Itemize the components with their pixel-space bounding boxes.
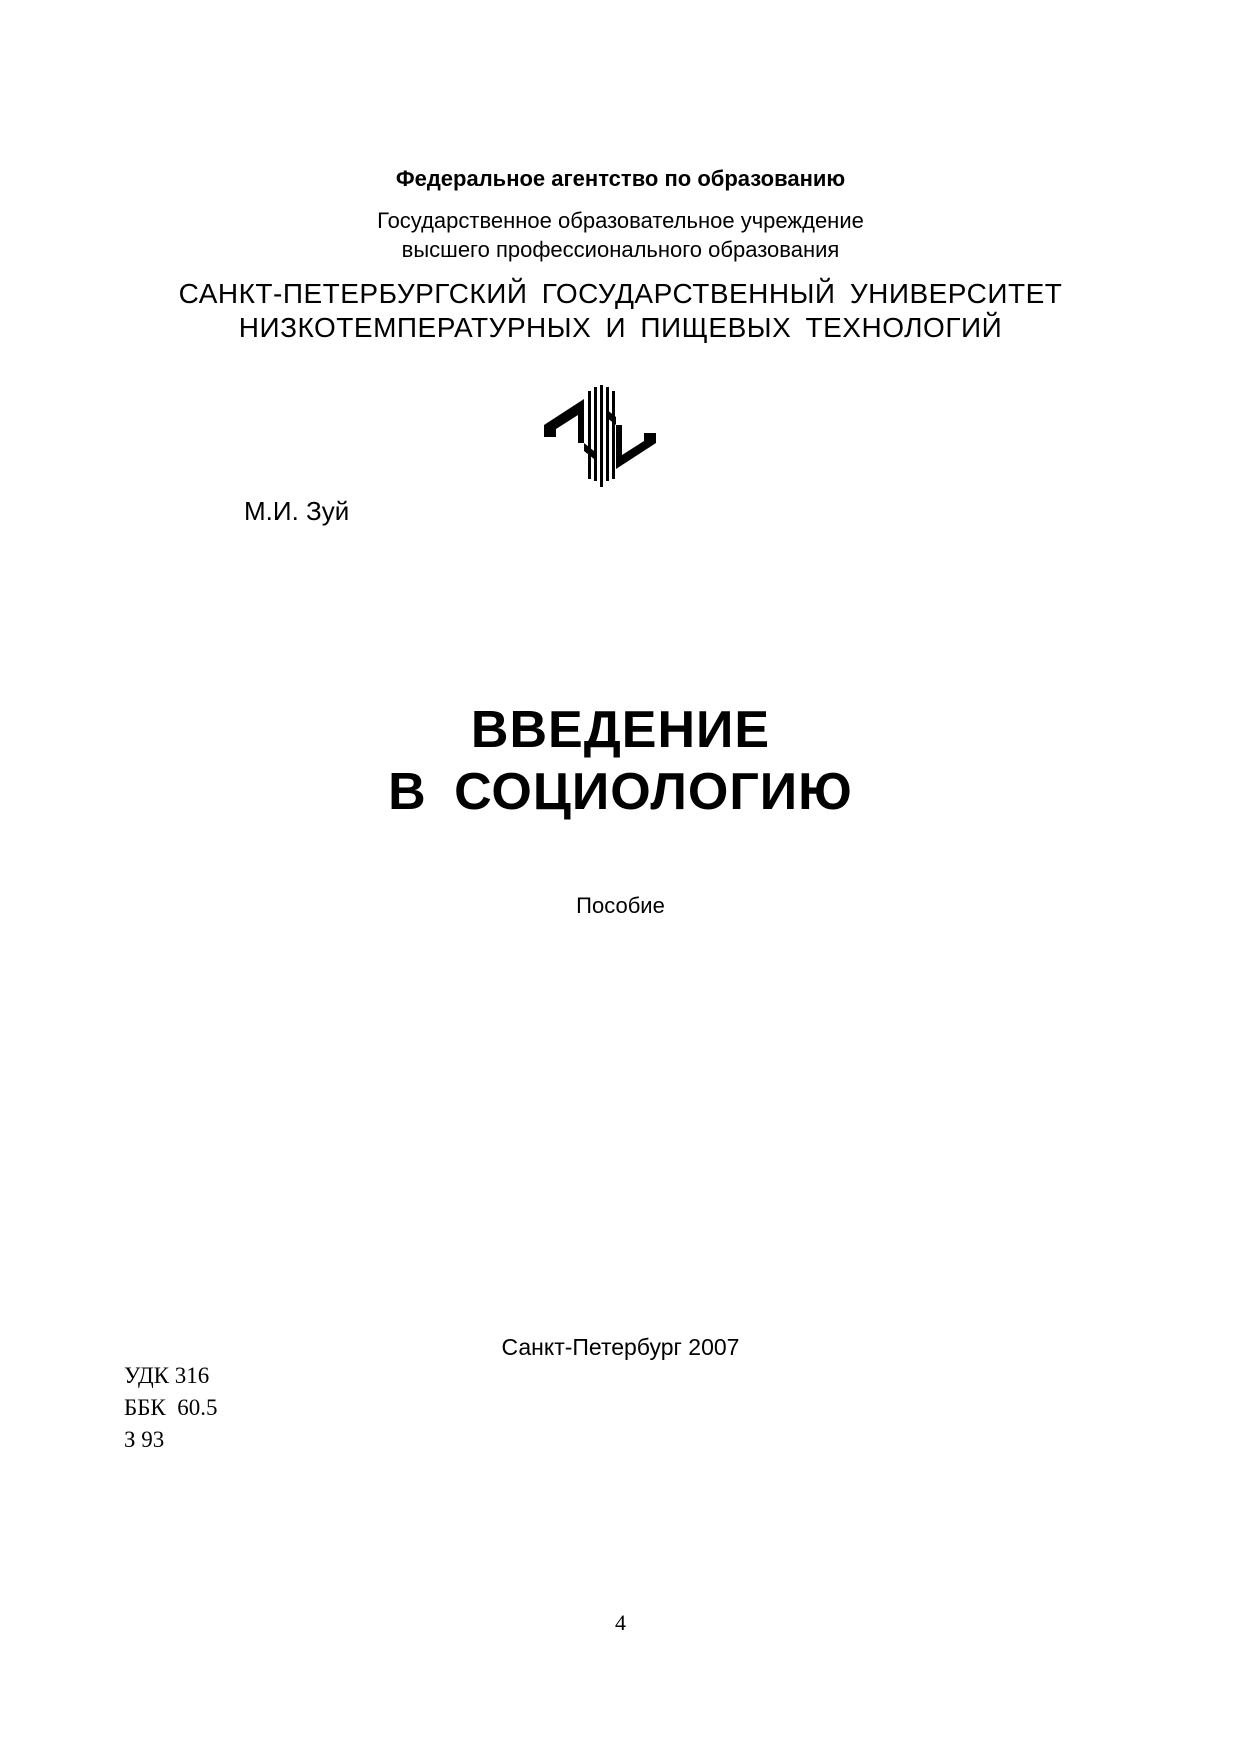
page-number: 4 — [615, 1610, 626, 1635]
imprint-city-year: Санкт-Петербург 2007 — [501, 1334, 740, 1360]
logo-stripes — [588, 385, 615, 487]
institution-line-1: Государственное образовательное учреждение — [377, 208, 864, 233]
book-title-line-1: ВВЕДЕНИЕ — [470, 701, 771, 759]
logo-shape-right — [616, 425, 656, 469]
publication-type: Пособие — [576, 893, 665, 918]
university-name-line-1: САНКТ-ПЕТЕРБУРГСКИЙ ГОСУДАРСТВЕННЫЙ УНИВЕРСИТЕТ — [178, 278, 1063, 309]
udk-code: УДК 316 — [124, 1363, 210, 1388]
institution-line-2: высшего профессионального образования — [401, 237, 840, 262]
university-logo-icon — [544, 385, 656, 487]
author-mark-code: З 93 — [124, 1427, 165, 1452]
author-name: М.И. Зуй — [244, 496, 350, 526]
book-title-line-2: В СОЦИОЛОГИЮ — [388, 763, 853, 821]
agency-name: Федеральное агентство по образованию — [395, 166, 846, 191]
logo-shape-left — [544, 399, 584, 443]
university-name-line-2: НИЗКОТЕМПЕРАТУРНЫХ И ПИЩЕВЫХ ТЕХНОЛОГИЙ — [238, 312, 1003, 343]
bbk-code: ББК 60.5 — [124, 1395, 218, 1420]
